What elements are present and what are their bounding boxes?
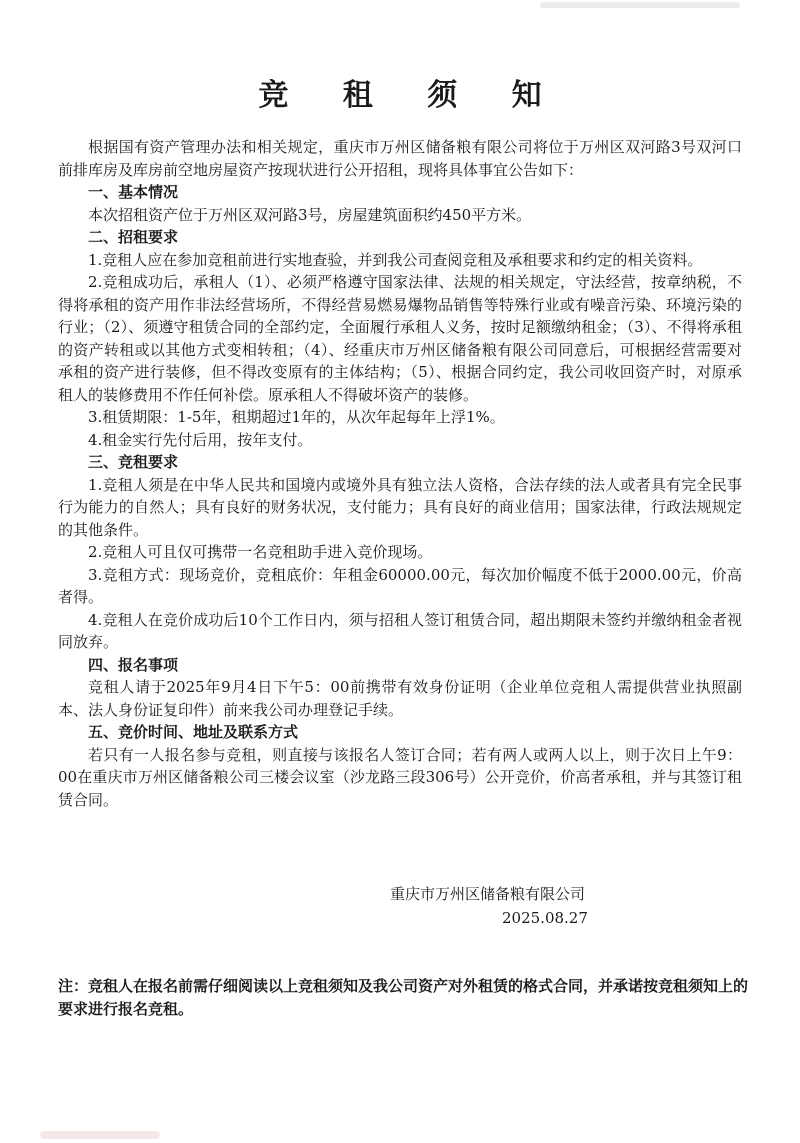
signature-date: 2025.08.27: [502, 909, 588, 927]
section-paragraph: 2.竞租人可且仅可携带一名竞租助手进入竞价现场。: [88, 543, 433, 561]
section-paragraph: 1.竞租人须是在中华人民共和国境内或境外具有独立法人资格，合法存续的法人或者具有完全民事行为能力的自然人；具有良好的财务状况，支付能力；具有良好的商业信用；国家法律，行政法规规定的其他条件。: [58, 475, 742, 539]
section-paragraph: 3.竞租方式：现场竞价，竞租底价：年租金60000.00元，每次加价幅度不低于2000.00元，价高者得。: [58, 565, 742, 606]
section-registration: [58, 654, 742, 722]
section-paragraph: 4.租金实行先付后用，按年支付。: [88, 430, 313, 449]
section-paragraph: 4.竞租人在竞价成功后10个工作日内，须与招租人签订租赁合同，超出期限未签约并缴纳租金者视同放弃。: [58, 610, 742, 651]
signature-company: 重庆市万州区储备粮有限公司: [390, 885, 586, 903]
section-lease-requirements: [58, 226, 742, 451]
section-time-location-contact: [58, 721, 742, 811]
section-paragraph: 若只有一人报名参与竞租，则直接与该报名人签订合同；若有两人或两人以上，则于次日上午9：00在重庆市万州区储备粮公司三楼会议室（沙龙路三段306号）公开竞价，价高者承租，并与其签订租赁合同。: [58, 745, 742, 809]
section-paragraph: 3.租赁期限：1-5年，租期超过1年的，从次年起每年上浮1%。: [88, 408, 505, 426]
intro-paragraph: 根据国有资产管理办法和相关规定，重庆市万州区储备粮有限公司将位于万州区双河路3号双河口前排库房及库房前空地房屋资产按现状进行公开招租，现将具体事宜公告如下：: [58, 138, 742, 179]
section-heading: 二、招租要求: [88, 228, 179, 246]
section-heading: 五、竞价时间、地址及联系方式: [88, 723, 299, 741]
footnote: 注：竞租人在报名前需仔细阅读以上竞租须知及我公司资产对外租赁的格式合同，并承诺按竞租须知上的要求进行报名竞租。: [58, 977, 749, 1018]
section-heading: 一、基本情况: [88, 183, 179, 201]
scan-artifact: [540, 2, 740, 8]
section-paragraph: 1.竞租人应在参加竞租前进行实地查验，并到我公司查阅竞租及承租要求和约定的相关资料。: [88, 250, 703, 269]
section-paragraph: 竞租人请于2025年9月4日下午5：00前携带有效身份证明（企业单位竞租人需提供营业执照副本、法人身份证复印件）前来我公司办理登记手续。: [58, 678, 742, 719]
scan-artifact: [40, 1131, 160, 1139]
section-paragraph: 本次招租资产位于万州区双河路3号，房屋建筑面积约450平方米。: [88, 205, 532, 224]
section-heading: 三、竞租要求: [88, 453, 179, 471]
section-basic-info: [58, 181, 742, 226]
section-heading: 四、报名事项: [88, 655, 179, 674]
document-body: [58, 136, 742, 811]
document-title: 竞 租 须 知: [258, 78, 564, 113]
section-bidding-requirements: [58, 451, 742, 654]
section-paragraph: 2.竞租成功后，承租人（1）、必须严格遵守国家法律、法规的相关规定，守法经营，按章纳税，不得将承租的资产用作非法经营场所，不得经营易燃易爆物品销售等特殊行业或有噪音污染、环境污染的行业；（2）、须遵守租赁合同的全部约定，全面履行承租人义务，按时足额缴纳租金；（3）、不得将承租的资产转租或以其他方式变相转租；（4）、经重庆市万州区储备粮有限公司同意后，可根据经营需要对承租的资产进行装修，但不得改变原有的主体结构；（5）、根据合同约定，我公司收回资产时，对原承租人的装修费用不作任何补偿。原承租人不得破坏资产的装修。: [58, 273, 742, 404]
